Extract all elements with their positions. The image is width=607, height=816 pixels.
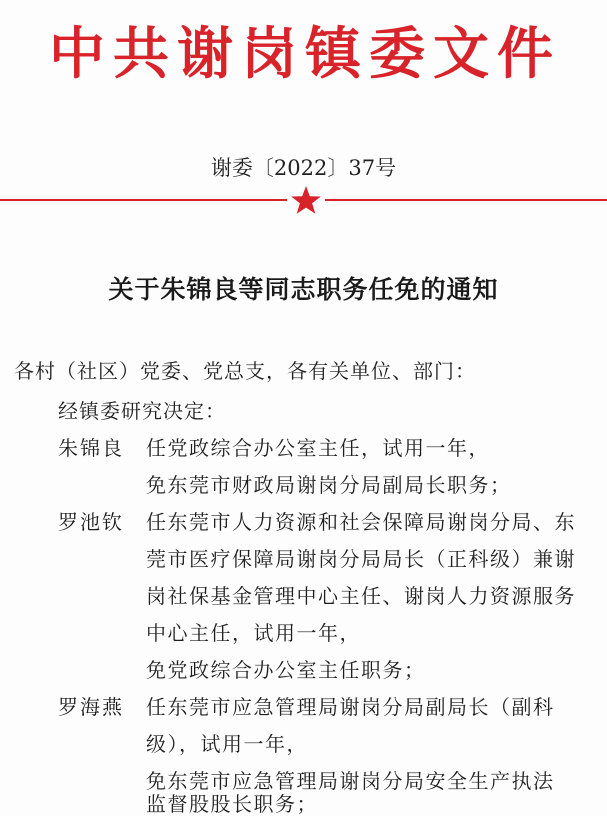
salutation: 各村（社区）党委、党总支，各有关单位、部门： [14,359,476,383]
red-rule-left [0,199,287,201]
appointee-name: 罗海燕 [58,695,124,719]
document-masthead: 中共谢岗镇委文件 [49,21,561,87]
appointment-line: 岗社保基金管理中心主任、谢岗人力资源服务 [146,584,576,608]
appointee-name: 朱锦良 [58,436,124,460]
document-title: 关于朱锦良等同志职务任免的通知 [108,275,499,304]
appointee-name: 罗池钦 [58,510,124,534]
appointment-line: 免东莞市应急管理局谢岗分局安全生产执法 [146,769,555,793]
appointment-line: 监督股股长职务； [146,792,318,816]
appointment-line: 莞市医疗保障局谢岗分局局长（正科级）兼谢 [146,547,576,571]
appointment-line: 免东莞市财政局谢岗分局副局长职务； [146,473,512,497]
appointment-line: 免党政综合办公室主任职务； [146,658,426,682]
appointment-line: 级），试用一年， [146,732,308,756]
red-rule-right [325,199,607,201]
appointment-line: 任东莞市人力资源和社会保障局谢岗分局、东 [146,510,576,534]
appointment-line: 任东莞市应急管理局谢岗分局副局长（副科 [146,695,555,719]
star-icon [290,185,322,215]
document-number: 谢委〔2022〕37号 [210,156,397,180]
intro-text: 经镇委研究决定： [58,399,226,423]
appointment-line: 任党政综合办公室主任，试用一年， [146,436,490,460]
appointment-line: 中心主任，试用一年， [146,621,361,645]
